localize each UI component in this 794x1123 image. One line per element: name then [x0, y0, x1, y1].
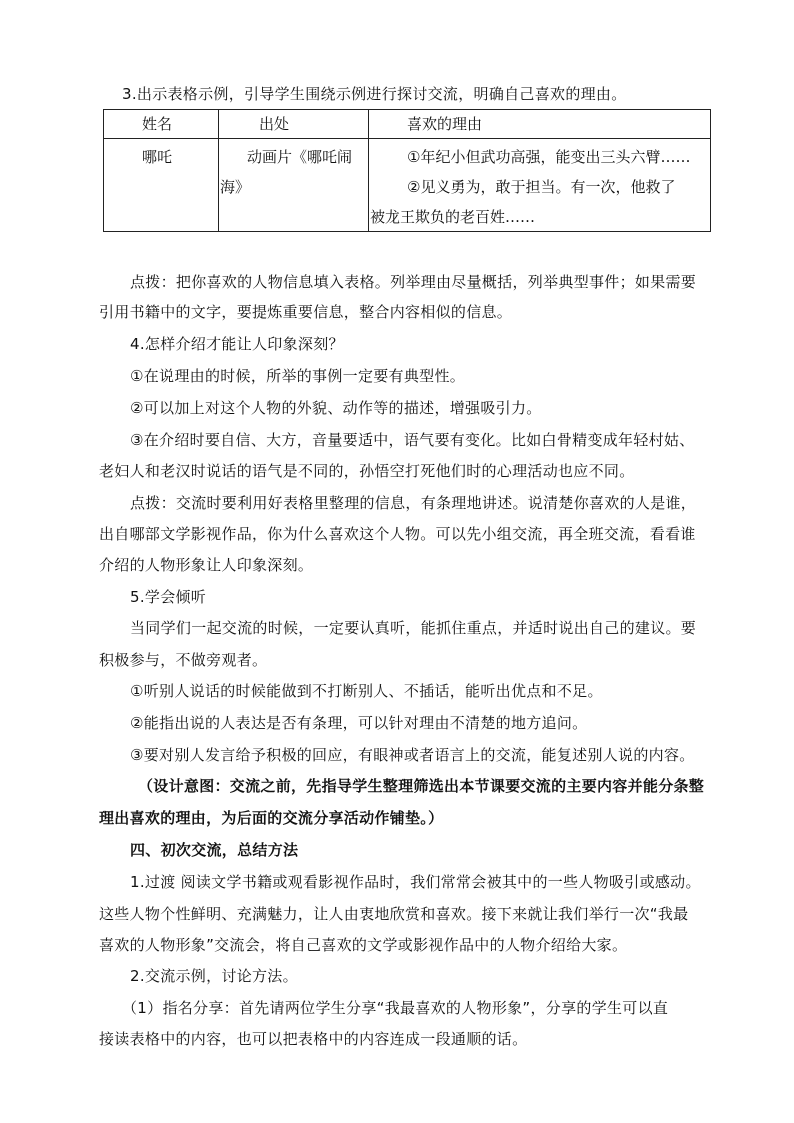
section-heading-4: 四、初次交流，总结方法 [130, 841, 299, 859]
header-name: 姓名 [142, 115, 173, 133]
tip2-line2: 出自哪部文学影视作品，你为什么喜欢这个人物。可以先小组交流，再全班交流，看看谁 [99, 525, 696, 543]
tip2-line3: 介绍的人物形象让人印象深刻。 [99, 556, 314, 574]
tip1-line1: 点拨：把你喜欢的人物信息填入表格。列举理由尽量概括，列举典型事件；如果需要 [130, 273, 697, 291]
p1-line2: 这些人物个性鲜明、充满魅力，让人由衷地欣赏和喜欢。接下来就让我们举行一次“我最 [99, 905, 689, 923]
cell-name: 哪吒 [142, 148, 173, 166]
table-cell [369, 139, 711, 232]
p2-title: 2.交流示例，讨论方法。 [130, 967, 298, 985]
q4-item3-line2: 老妇人和老汉时说话的语气是不同的，孙悟空打死他们时的心理活动也应不同。 [99, 462, 635, 480]
s5-line2: 积极参与，不做旁观者。 [99, 651, 268, 669]
cell-source-line1: 动画片《哪吒闹 [247, 148, 353, 166]
example-table [103, 109, 711, 232]
cell-source-line2: 海》 [220, 178, 251, 196]
intro-line: 3.出示表格示例，引导学生围绕示例进行探讨交流，明确自己喜欢的理由。 [122, 85, 627, 103]
header-reason: 喜欢的理由 [407, 115, 483, 133]
q4-item1: ①在说理由的时候，所举的事例一定要有典型性。 [130, 367, 466, 385]
table-header-row [104, 110, 711, 139]
question4: 4.怎样介绍才能让人印象深刻？ [130, 335, 344, 353]
table-header-cell [104, 110, 219, 139]
table-header-cell [369, 110, 711, 139]
table-header-cell [219, 110, 369, 139]
cell-reason-line2: ②见义勇为，敢于担当。有一次，他救了 [407, 178, 676, 196]
design-intent-line2: 理出喜欢的理由，为后面的交流分享活动作铺垫。） [99, 809, 444, 827]
header-source: 出处 [259, 115, 290, 133]
cell-reason-line1: ①年纪小但武功高强，能变出三头六臂…… [407, 148, 691, 166]
table-cell [104, 139, 219, 232]
s5-item3: ③要对别人发言给予积极的回应，有眼神或者语言上的交流，能复述别人说的内容。 [130, 746, 695, 764]
cell-reason-line3: 被龙王欺负的老百姓…… [370, 208, 536, 226]
table-row [104, 139, 711, 232]
p1-line3: 喜欢的人物形象”交流会，将自己喜欢的文学或影视作品中的人物介绍给大家。 [99, 936, 628, 954]
s5-item1: ①听别人说话的时候能做到不打断别人、不插话，能听出优点和不足。 [130, 682, 603, 700]
section5-title: 5.学会倾听 [130, 588, 207, 606]
p2-sub-line2: 接读表格中的内容，也可以把表格中的内容连成一段通顺的话。 [99, 1030, 528, 1048]
table-cell [219, 139, 369, 232]
q4-item3-line1: ③在介绍时要自信、大方，音量要适中，语气要有变化。比如白骨精变成年轻村姑、 [130, 431, 695, 449]
q4-item2: ②可以加上对这个人物的外貌、动作等的描述，增强吸引力。 [130, 399, 542, 417]
tip2-line1: 点拨：交流时要利用好表格里整理的信息，有条理地讲述。说清楚你喜欢的人是谁， [130, 494, 697, 512]
p1-line1: 1.过渡 阅读文学书籍或观看影视作品时，我们常常会被其中的一些人物吸引或感动。 [130, 873, 701, 891]
p2-sub-line1: （1）指名分享：首先请两位学生分享“我最喜欢的人物形象”，分享的学生可以直 [122, 999, 669, 1017]
tip1-line2: 引用书籍中的文字，要提炼重要信息，整合内容相似的信息。 [99, 303, 513, 321]
s5-item2: ②能指出说的人表达是否有条理，可以针对理由不清楚的地方追问。 [130, 714, 588, 732]
s5-line1: 当同学们一起交流的时候，一定要认真听，能抓住重点，并适时说出自己的建议。要 [130, 619, 697, 637]
design-intent-line1: （设计意图：交流之前，先指导学生整理筛选出本节课要交流的主要内容并能分条整 [138, 777, 705, 795]
